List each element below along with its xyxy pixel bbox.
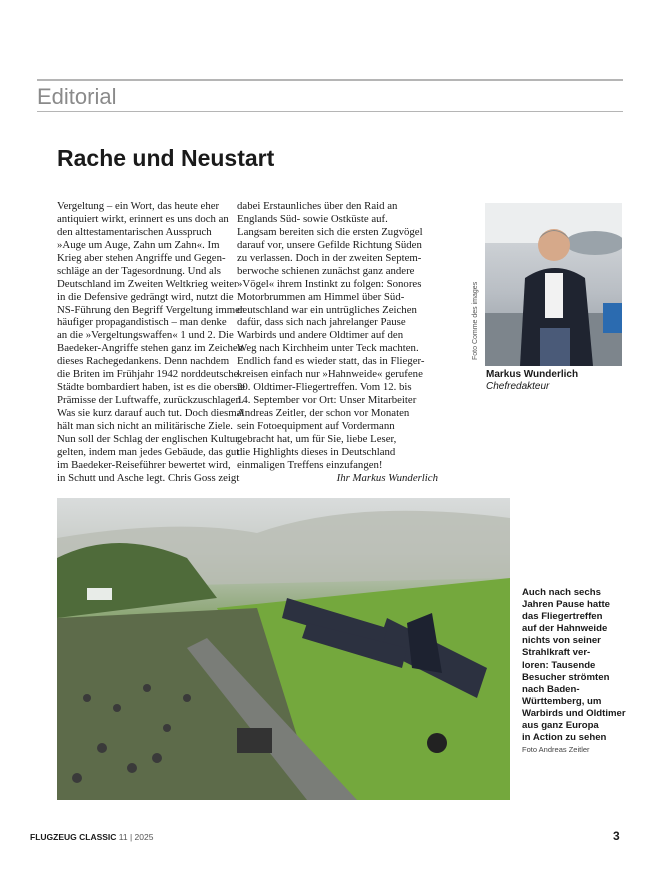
author-portrait [485, 203, 622, 366]
page-number: 3 [613, 829, 620, 843]
text-line: Jahren Pause hatte [522, 599, 610, 611]
text-line: sein Fotoequipment auf Vordermann [237, 419, 395, 432]
text-line: 14. September vor Ort: Unser Mitarbeiter [237, 394, 417, 407]
photo-caption [522, 587, 626, 744]
text-line: den alttestamentarischen Ausspruch [57, 225, 212, 238]
article-column-2 [237, 200, 438, 485]
text-line: Deutschland im Zweiten Weltkrieg weiter [57, 277, 238, 290]
text-line: gelten, indem man jedes Gebäude, das gut [57, 445, 240, 458]
text-line: Nun soll der Schlag der englischen Kultur [57, 432, 239, 445]
text-line: dabei Erstaunliches über den Raid an [237, 200, 398, 212]
text-line: »Auge um Auge, Zahn um Zahn«. Im [57, 238, 220, 251]
text-line: Württemberg, um [522, 695, 602, 707]
text-line: schläge an der Tagesordnung. Und als [57, 264, 221, 277]
header-rule-top [37, 79, 623, 81]
text-line: »Vögel« ihrem Instinkt zu folgen: Sonores [237, 277, 422, 290]
text-line: Motorbrummen am Himmel über Süd- [237, 290, 405, 303]
text-line: die Briten im Frühjahr 1942 norddeutsche [57, 368, 239, 381]
signature: Ihr Markus Wunderlich [336, 471, 438, 484]
text-line: hält man sich nicht an militärische Ziele. [57, 419, 233, 432]
text-line: Baedeker-Angriffe stehen ganz im Zeichen [57, 342, 244, 355]
text-line: antiquiert wirkt, erinnert es uns doch an [57, 212, 229, 225]
text-line: Endlich fand es wieder statt, das in Flieger- [237, 355, 425, 368]
text-line: Besucher strömten [522, 671, 610, 683]
article-column-1 [57, 200, 245, 485]
text-line: Vergeltung – ein Wort, das heute eher [57, 200, 220, 212]
article-column-2-lines [237, 200, 438, 472]
section-label: Editorial [37, 84, 117, 109]
text-line: auf der Hahnweide [522, 623, 608, 635]
issue-number: 11 | 2025 [118, 832, 154, 842]
author-name: Markus Wunderlich [486, 369, 579, 380]
text-line: dafür, dass sich nach jahrelanger Pause [237, 316, 406, 329]
text-line: Warbirds und Oldtimer [522, 707, 626, 719]
text-line: Was sie kurz darauf auch tut. Doch diesmal [57, 407, 245, 419]
text-line: nach Baden- [522, 683, 580, 695]
text-line: Warbirds und andere Oldtimer auf den [237, 329, 404, 342]
text-line: im Baedeker-Reiseführer bewertet wird, [57, 458, 231, 471]
text-line: deutschland war ein untrügliches Zeichen [237, 303, 417, 316]
text-line: in Action zu sehen [522, 732, 607, 744]
text-line: Weg nach Kirchheim unter Teck machten. [237, 342, 419, 355]
text-line: häufiger propagandistisch – man denke [57, 316, 227, 329]
text-line: NS-Führung den Begriff Vergeltung immer [57, 303, 244, 316]
magazine-name: FLUGZEUG CLASSIC [30, 832, 117, 842]
text-line: dieses Rachegedankens. Denn nachdem [57, 355, 230, 368]
text-line: einmaligen Treffens einzufangen! [237, 458, 383, 471]
text-line: an die »Vergeltungswaffen« 1 und 2. Die [57, 329, 234, 342]
text-line: das Fliegertreffen [522, 611, 603, 623]
text-line: zu verlassen. Doch in der zweiten Septem- [237, 251, 422, 264]
text-line: darauf vor, unsere Gefilde Richtung Süden [237, 238, 422, 251]
header-rule-bottom [37, 111, 623, 112]
text-line: berwoche schienen zunächst ganz andere [237, 264, 415, 277]
text-line: gebracht hat, um für Sie, liebe Leser, [237, 432, 397, 445]
text-line: kreisen einfach nur »Hahnweide« gerufene [237, 368, 423, 381]
text-line: nichts von seiner [522, 635, 601, 647]
author-role: Chefredakteur [486, 381, 550, 392]
portrait-credit: Foto Comme des images [472, 281, 479, 360]
text-line: loren: Tausende [522, 659, 596, 671]
footer-magazine [30, 832, 153, 842]
text-line: Andreas Zeitler, der schon vor Monaten [237, 407, 410, 419]
airshow-photo [57, 498, 510, 800]
text-line: Englands Süd- sowie Ostküste auf. [237, 212, 388, 225]
text-line: Langsam bereiten sich die ersten Zugvögel [237, 225, 423, 238]
text-line: aus ganz Europa [522, 720, 599, 732]
text-line: in die Defensive gedrängt wird, nutzt die [57, 290, 234, 303]
photo-credit: Foto Andreas Zeitler [522, 745, 590, 754]
text-line: Auch nach sechs [522, 587, 601, 598]
text-line: Strahlkraft ver- [522, 647, 591, 659]
text-line: in Schutt und Asche legt. Chris Goss zeigt [57, 471, 240, 484]
article-title: Rache und Neustart [57, 145, 275, 171]
text-line: Städte bombardiert haben, ist es die oberste [57, 381, 245, 394]
text-line: Prämisse der Luftwaffe, zurückzuschlagen. [57, 394, 244, 407]
text-line: die Highlights dieses in Deutschland [237, 445, 396, 458]
text-line: 20. Oldtimer-Fliegertreffen. Vom 12. bis [237, 381, 412, 394]
text-line: Krieg aber stehen Angriffe und Gegen- [57, 251, 226, 264]
